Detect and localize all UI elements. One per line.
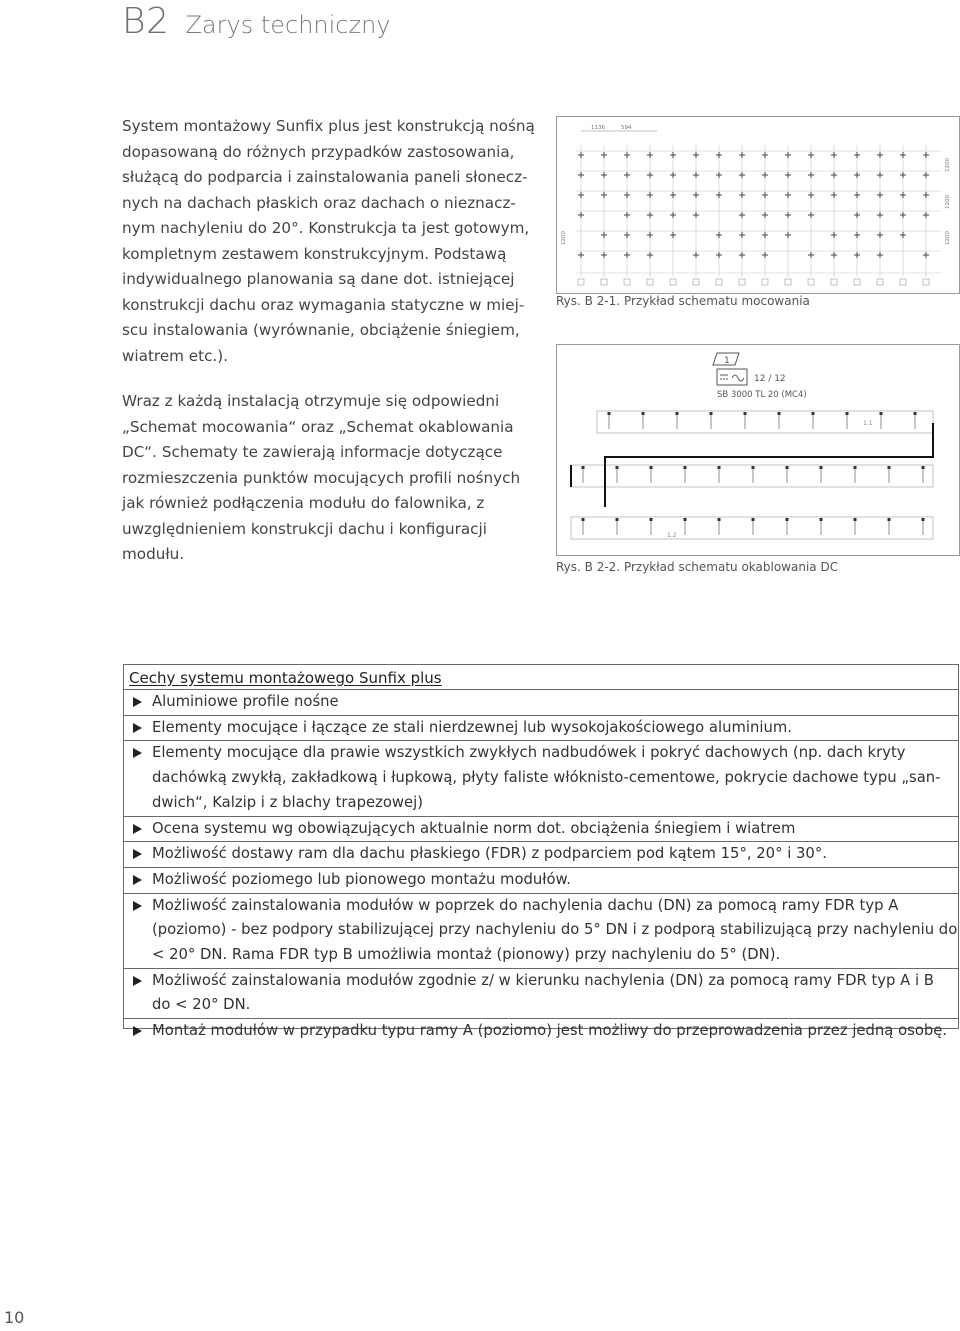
- triangle-bullet-icon: [133, 1026, 142, 1036]
- feature-text: dachówką zwykłą, zakładkową i łupkową, płyty faliste włóknisto-cementowe, pokrycie dachowe typu „san-: [152, 769, 941, 787]
- feature-text: Możliwość zainstalowania modułów w poprzek do nachylenia dachu (DN) za pomocą ramy FDR typ A: [152, 896, 899, 914]
- dimension-label: 1200: [945, 158, 951, 172]
- feature-item: [124, 868, 958, 894]
- footing: [670, 279, 676, 285]
- inverter-ratio: 12 / 12: [754, 374, 786, 384]
- fixing-points: [578, 152, 929, 285]
- features-box: [123, 664, 959, 1040]
- feature-item: [124, 716, 958, 742]
- feature-text: Elementy mocujące i łączące ze stali nierdzewnej lub wysokojakościowego aluminium.: [152, 718, 792, 736]
- schema-line: „Schemat mocowania“ oraz „Schemat okablowania: [122, 417, 514, 436]
- connector: [914, 412, 917, 415]
- inverter-id: 1: [724, 356, 730, 366]
- feature-item: [124, 817, 958, 843]
- inverter-model: SB 3000 TL 20 (MC4): [717, 390, 807, 400]
- figure1-caption: Rys. B 2-1. Przykład schematu mocowania: [556, 294, 810, 308]
- schema-line: DC“. Schematy te zawierają informacje dotyczące: [122, 443, 503, 461]
- connector: [820, 466, 823, 469]
- footing: [854, 279, 860, 285]
- connector: [684, 518, 687, 521]
- figure2-caption: Rys. B 2-2. Przykład schematu okablowania DC: [556, 560, 839, 574]
- intro-line: nych na dachach płaskich oraz dachach o nieznacz-: [122, 193, 516, 212]
- section-title: Zarys techniczny: [185, 11, 391, 39]
- intro-line: wiatrem etc.).: [122, 346, 229, 365]
- dimension-label: 1200: [561, 231, 567, 245]
- footing: [739, 279, 745, 285]
- section-header: [122, 0, 391, 44]
- feature-item: [124, 1019, 958, 1044]
- triangle-bullet-icon: [133, 748, 142, 758]
- feature-text: Możliwość zainstalowania modułów zgodnie z/ w kierunku nachylenia (DN) za pomocą ramy FDR typ A i B: [152, 971, 934, 989]
- connector: [888, 518, 891, 521]
- schema-line: uwzględnieniem konstrukcji dachu i konfiguracji: [122, 519, 487, 538]
- footing: [762, 279, 768, 285]
- footing: [624, 279, 630, 285]
- connector: [616, 518, 619, 521]
- footing: [831, 279, 837, 285]
- intro-line: System montażowy Sunfix plus jest konstrukcją nośną: [122, 117, 535, 135]
- feature-item: [124, 741, 958, 816]
- schema-line: Wraz z każdą instalacją otrzymuje się odpowiedni: [122, 392, 500, 410]
- intro-line: konstrukcji dachu oraz wymagania statyczne w miej-: [122, 295, 525, 314]
- footing: [578, 279, 584, 285]
- dimension-label: 1200: [945, 195, 951, 209]
- features-title: Cechy systemu montażowego Sunfix plus: [124, 665, 958, 690]
- intro-line: służącą do podparcia i zainstalowania paneli słonecz-: [122, 168, 528, 186]
- connector: [854, 518, 857, 521]
- connector: [616, 466, 619, 469]
- connector: [684, 466, 687, 469]
- footing: [647, 279, 653, 285]
- connector: [718, 466, 721, 469]
- triangle-bullet-icon: [133, 875, 142, 885]
- triangle-bullet-icon: [133, 723, 142, 733]
- dimension-label: 1136: [591, 125, 605, 131]
- feature-text: do < 20° DN.: [152, 996, 251, 1014]
- page-number: 10: [4, 1308, 25, 1327]
- feature-text: Możliwość dostawy ram dla dachu płaskiego (FDR) z podparciem pod kątem 15°, 20° i 30°.: [152, 845, 827, 863]
- schema-line: modułu.: [122, 545, 185, 563]
- connector: [846, 412, 849, 415]
- connector: [582, 518, 585, 521]
- footing: [900, 279, 906, 285]
- footing: [923, 279, 929, 285]
- feature-item: [124, 842, 958, 868]
- intro-line: kompletnym zestawem konstrukcyjnym. Podstawą: [122, 244, 507, 263]
- connector: [880, 412, 883, 415]
- feature-text: < 20° DN. Rama FDR typ B umożliwia montaż (pionowy) przy nachyleniu do 5° (DN).: [152, 946, 781, 964]
- module-rows: [571, 411, 933, 539]
- footing: [877, 279, 883, 285]
- footing: [693, 279, 699, 285]
- intro-line: nym nachyleniu do 20°. Konstrukcja ta jest gotowym,: [122, 219, 530, 237]
- feature-text: dwich“, Kalzip i z blachy trapezowej): [152, 793, 423, 811]
- connector: [888, 466, 891, 469]
- feature-text: Elementy mocujące dla prawie wszystkich zwykłych nadbudówek i pokryć dachowych (np. dach kryty: [152, 744, 906, 762]
- feature-item: [124, 690, 958, 716]
- feature-item: [124, 969, 958, 1019]
- footing: [716, 279, 722, 285]
- inverter-symbol: [713, 353, 807, 400]
- intro-line: scu instalowania (wyrównanie, obciążenie śniegiem,: [122, 321, 520, 339]
- features-list: [124, 690, 958, 1044]
- triangle-bullet-icon: [133, 824, 142, 834]
- connector: [786, 466, 789, 469]
- connector: [752, 518, 755, 521]
- mounting-diagram: [556, 116, 960, 294]
- feature-text: Możliwość poziomego lub pionowego montażu modułów.: [152, 870, 571, 888]
- intro-line: indywidualnego planowania są dane dot. istniejącej: [122, 270, 515, 288]
- connector: [744, 412, 747, 415]
- footing: [601, 279, 607, 285]
- wiring-diagram: [556, 344, 960, 556]
- connector: [752, 466, 755, 469]
- string-label: 1.2: [667, 532, 677, 539]
- connector: [922, 466, 925, 469]
- connector: [812, 412, 815, 415]
- connector: [642, 412, 645, 415]
- intro-paragraph: [122, 114, 542, 369]
- section-code: B2: [122, 1, 170, 42]
- dimension-label: 1200: [945, 231, 951, 245]
- triangle-bullet-icon: [133, 849, 142, 859]
- connector: [854, 466, 857, 469]
- connector: [820, 518, 823, 521]
- connector: [676, 412, 679, 415]
- feature-text: (poziomo) - bez podpory stabilizującej przy nachyleniu do 5° DN i z podporą stabilizującą przy nachyleniu do: [152, 921, 958, 939]
- feature-text: Aluminiowe profile nośne: [152, 693, 339, 710]
- intro-line: dopasowaną do różnych przypadków zastosowania,: [122, 142, 515, 161]
- triangle-bullet-icon: [133, 697, 142, 707]
- connector: [582, 466, 585, 469]
- connector: [922, 518, 925, 521]
- footing: [785, 279, 791, 285]
- connector: [608, 412, 611, 415]
- schema-paragraph: [122, 389, 542, 568]
- schema-line: rozmieszczenia punktów mocujących profili nośnych: [122, 468, 521, 487]
- connector: [778, 412, 781, 415]
- dimension-lines: [561, 125, 951, 245]
- connector: [650, 466, 653, 469]
- connector: [710, 412, 713, 415]
- triangle-bullet-icon: [133, 901, 142, 911]
- connector: [718, 518, 721, 521]
- module-row: [597, 411, 933, 433]
- triangle-bullet-icon: [133, 976, 142, 986]
- row-label: 1.1: [863, 420, 873, 427]
- feature-item: [124, 894, 958, 969]
- footing: [808, 279, 814, 285]
- connector: [650, 518, 653, 521]
- dimension-label: 594: [621, 125, 632, 131]
- feature-text: Ocena systemu wg obowiązujących aktualnie norm dot. obciążenia śniegiem i wiatrem: [152, 819, 796, 837]
- schema-line: jak również podłączenia modułu do falownika, z: [122, 494, 485, 512]
- feature-text: Montaż modułów w przypadku typu ramy A (poziomo) jest możliwy do przeprowadzenia przez jedną osobę.: [152, 1022, 948, 1040]
- connector: [786, 518, 789, 521]
